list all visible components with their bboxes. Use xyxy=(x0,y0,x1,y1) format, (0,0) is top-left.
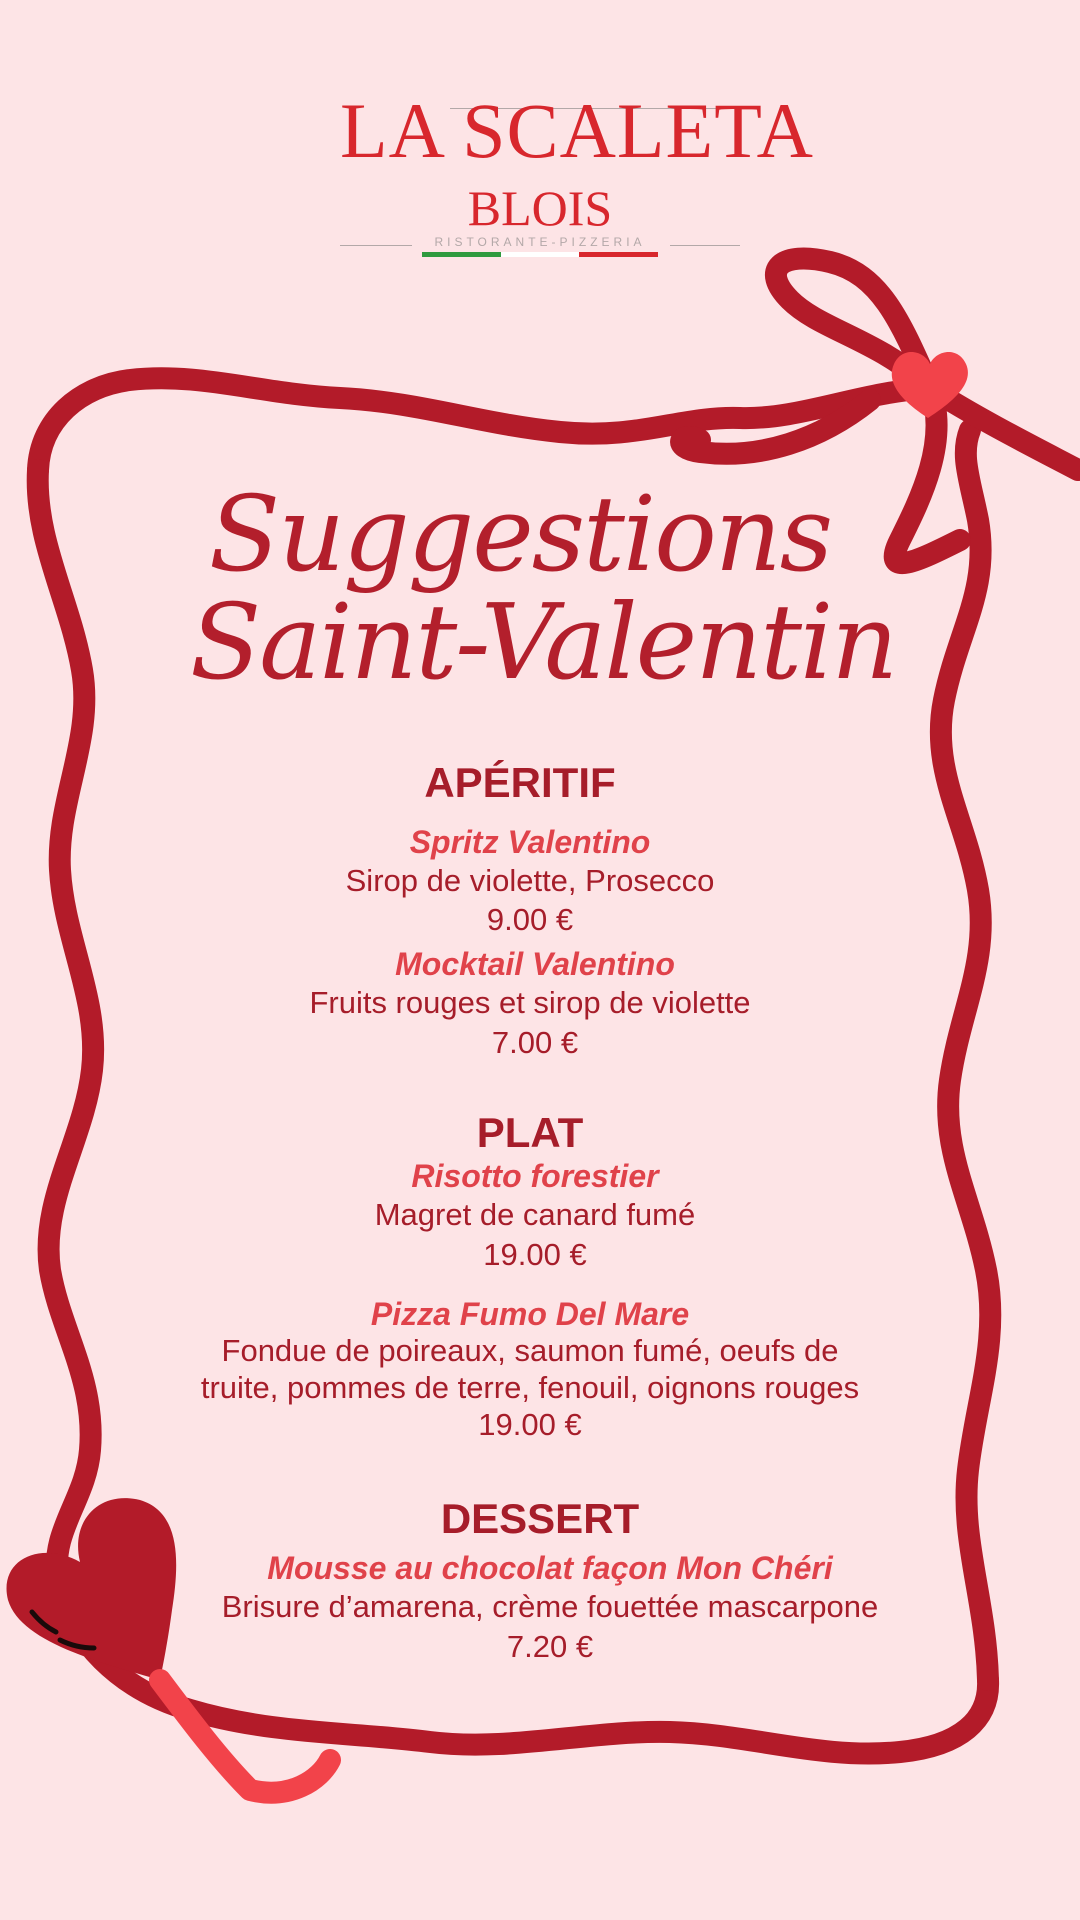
item-name-spritz: Spritz Valentino xyxy=(409,824,651,860)
page-title xyxy=(190,473,897,703)
item-desc-mocktail: Fruits rouges et sirop de violette xyxy=(309,985,751,1020)
item-name-mocktail: Mocktail Valentino xyxy=(395,946,675,982)
flag-green xyxy=(422,252,501,257)
item-price-mousse: 7.20 € xyxy=(506,1629,594,1664)
item-desc-pizza-line2: truite, pommes de terre, fenouil, oignons rouges xyxy=(200,1370,860,1405)
item-name-mousse: Mousse au chocolat façon Mon Chéri xyxy=(267,1550,833,1586)
logo-name: LA SCALETA xyxy=(340,87,814,174)
ribbon-bow-loop-right xyxy=(930,388,1078,470)
restaurant-logo xyxy=(340,80,814,270)
title-line-2: Saint-Valentin xyxy=(190,581,897,703)
item-desc-mousse: Brisure d’amarena, crème fouettée mascarpone xyxy=(221,1589,879,1624)
flag-white xyxy=(501,252,580,257)
logo-tagline: RISTORANTE-PIZZERIA xyxy=(434,235,646,249)
logo-city: BLOIS xyxy=(467,180,613,236)
item-desc-risotto: Magret de canard fumé xyxy=(374,1197,696,1232)
ribbon-top-edge xyxy=(38,378,930,470)
ribbon-left-edge xyxy=(38,470,93,1580)
item-price-risotto: 19.00 € xyxy=(483,1237,587,1272)
ribbon-right-edge xyxy=(941,430,990,1680)
section-title-plat: PLAT xyxy=(476,1109,584,1156)
item-name-pizza: Pizza Fumo Del Mare xyxy=(370,1296,690,1332)
item-desc-spritz: Sirop de violette, Prosecco xyxy=(345,863,715,898)
title-line-1: Suggestions xyxy=(208,473,832,595)
section-title-dessert: DESSERT xyxy=(440,1495,640,1542)
item-price-spritz: 9.00 € xyxy=(486,902,574,937)
item-price-pizza: 19.00 € xyxy=(478,1407,582,1442)
item-desc-pizza-line1: Fondue de poireaux, saumon fumé, oeufs de xyxy=(221,1333,839,1368)
italian-flag-stripe xyxy=(422,252,658,257)
section-title-aperitif: APÉRITIF xyxy=(424,759,616,806)
item-price-mocktail: 7.00 € xyxy=(491,1025,579,1060)
flag-red xyxy=(579,252,658,257)
item-name-risotto: Risotto forestier xyxy=(411,1158,659,1194)
